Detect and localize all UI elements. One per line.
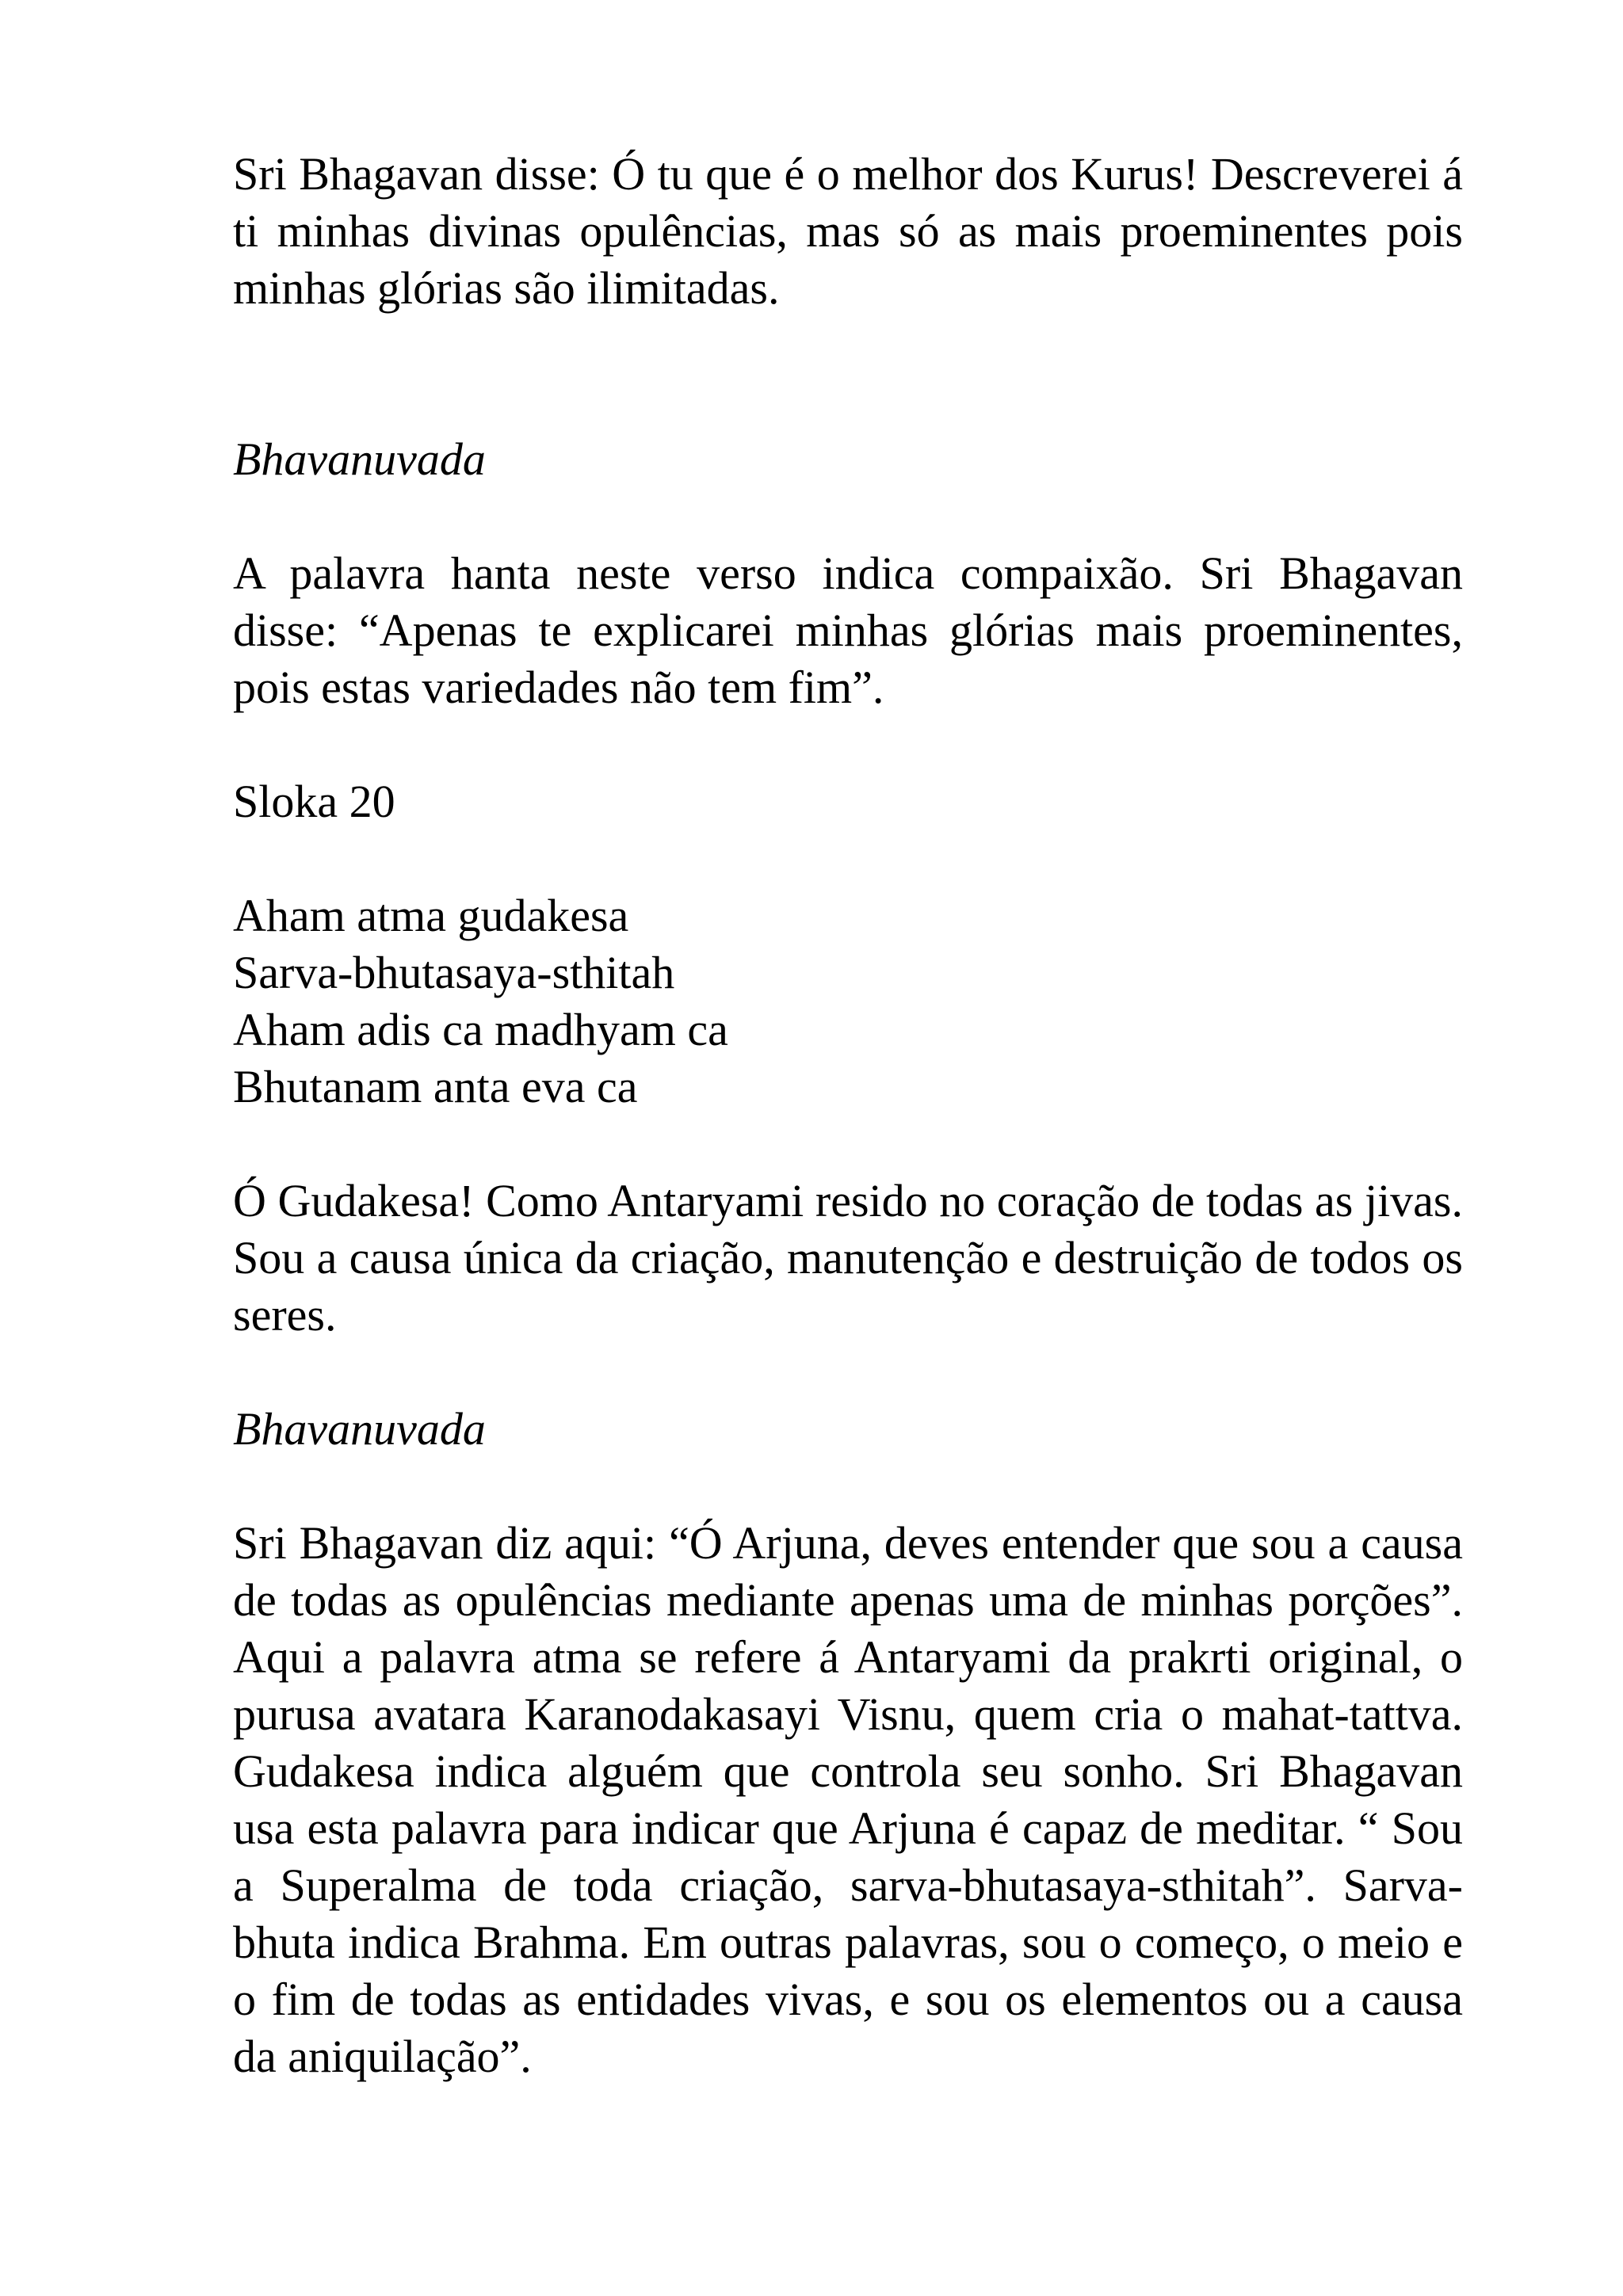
verse-line: Sarva-bhutasaya-sthitah [233,947,675,998]
paragraph-commentary-1: A palavra hanta neste verso indica compaixão. Sri Bhagavan disse: “Apenas te explicarei minhas glórias mais proeminentes, pois estas variedades não tem fim”. [233,547,1463,713]
paragraph-intro: Sri Bhagavan disse: Ó tu que é o melhor dos Kurus! Descreverei á ti minhas divinas opulências, mas só as mais proeminentes pois minhas glórias são ilimitadas. [233,148,1463,314]
document-page [233,146,1463,2085]
sloka-title: Sloka 20 [233,776,395,827]
heading-bhavanuvada-1: Bhavanuvada [233,433,486,485]
verse-line: Aham atma gudakesa [233,890,629,941]
verse-line: Bhutanam anta eva ca [233,1061,638,1112]
paragraph-commentary-2: Sri Bhagavan diz aqui: “Ó Arjuna, deves entender que sou a causa de todas as opulências mediante apenas uma de minhas porções”. Aqui a palavra atma se refere á Antaryami da prakrti original, o purusa avatara Karanodakasayi Visnu, quem cria o mahat-tattva. Gudakesa indica alguém que controla seu sonho. Sri Bhagavan usa esta palavra para indicar que Arjuna é capaz de meditar. “ Sou a Superalma de toda criação, sarva-bhutasaya-sthitah”. Sarva-bhuta indica Brahma. Em outras palavras, sou o começo, o meio e o fim de todas as entidades vivas, e sou os elementos ou a causa da aniquilação”. [233,1517,1463,2082]
paragraph-translation: Ó Gudakesa! Como Antaryami resido no coração de todas as jivas. Sou a causa única da criação, manutenção e destruição de todos os seres. [233,1175,1463,1341]
verse-line: Aham adis ca madhyam ca [233,1004,728,1055]
heading-bhavanuvada-2: Bhavanuvada [233,1403,486,1455]
sanskrit-verse [233,887,1463,1116]
